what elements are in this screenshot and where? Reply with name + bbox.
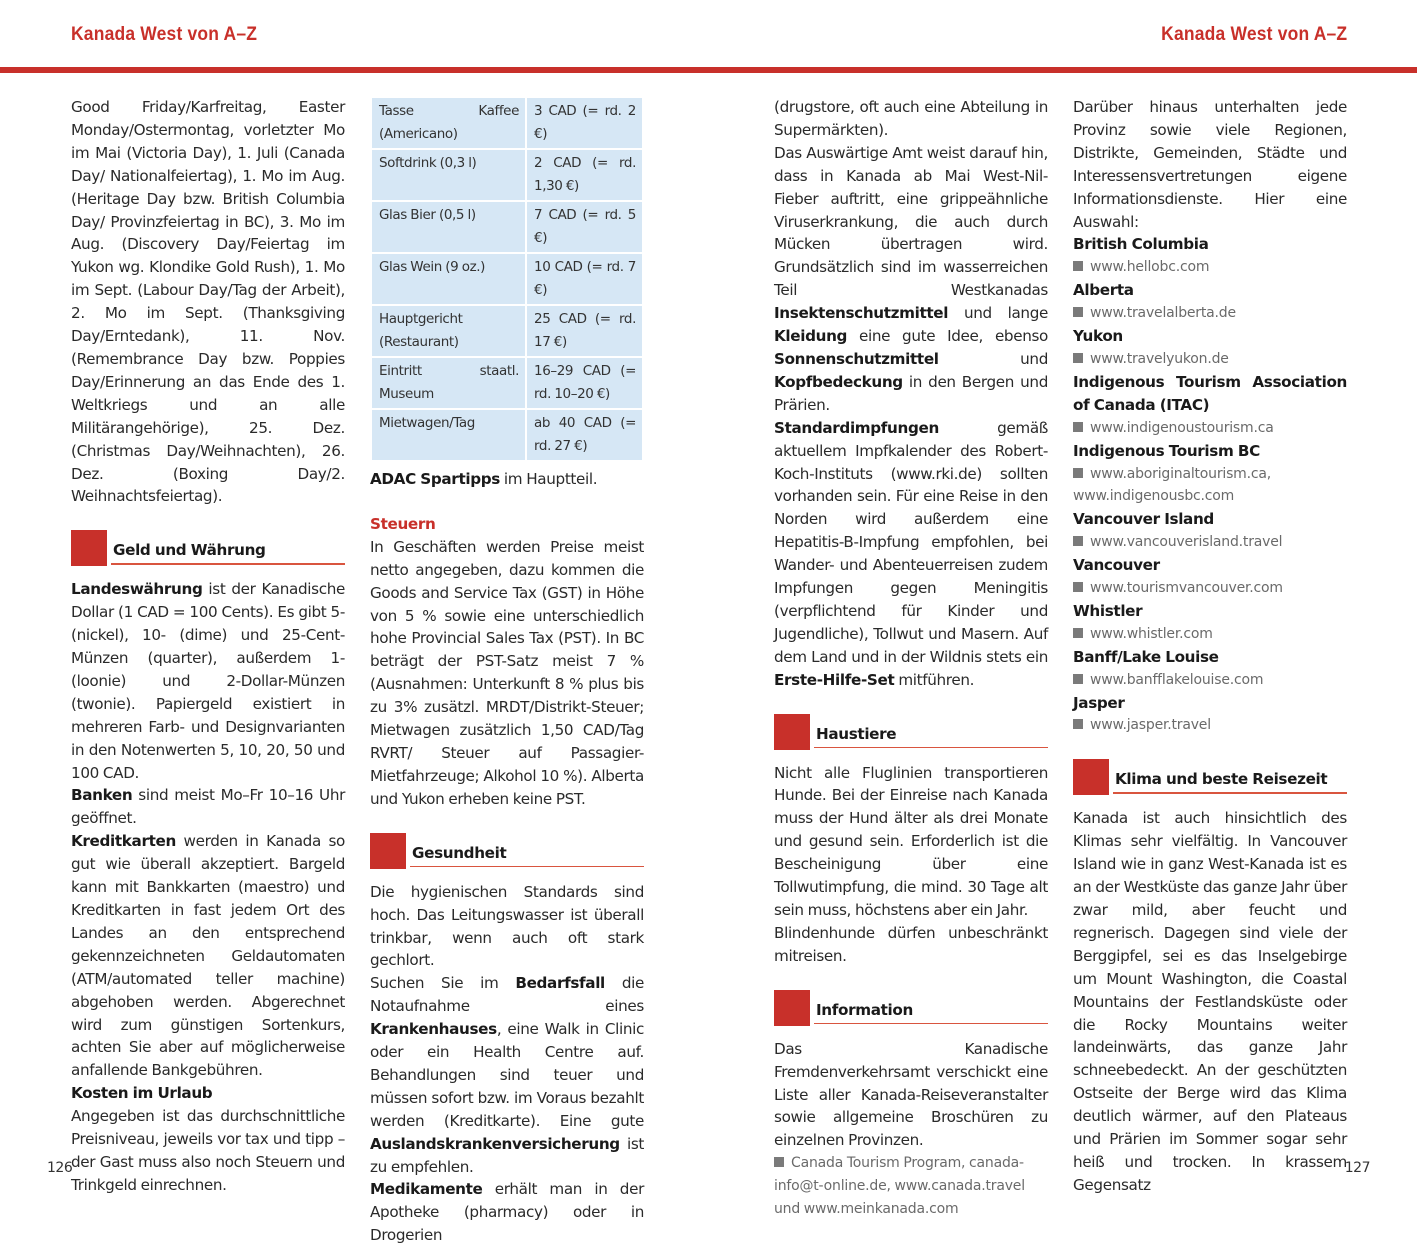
- url-text: www.whistler.com: [1090, 625, 1213, 642]
- contact-text: Canada Tourism Program, canada-info@t-online.de, www.canada.travel und www.meinkanada.com: [774, 1155, 1025, 1218]
- url-text: www.travelyukon.de: [1090, 350, 1229, 367]
- org-name: Jasper: [1073, 693, 1125, 712]
- table-cell-price: 16–29 CAD (= rd. 10–20 €): [526, 357, 643, 409]
- table-cell-price: 7 CAD (= rd. 5 €): [526, 201, 643, 253]
- bold-term: Bedarfsfall: [515, 974, 605, 993]
- org-list: [1073, 233, 1347, 737]
- org-url: [1073, 463, 1347, 509]
- square-bullet-icon: [1073, 422, 1083, 432]
- bold-term: Banken: [71, 786, 133, 805]
- org-url: [1073, 577, 1347, 600]
- table-row: [371, 97, 643, 149]
- section-heading-money: [71, 530, 345, 566]
- subheading-taxes: Steuern: [370, 514, 436, 533]
- text: erhält man in der Apotheke (pharmacy) oder in Drogerien: [370, 1180, 644, 1245]
- running-head-left: Kanada West von A–Z: [71, 24, 258, 45]
- paragraph-hygiene: Die hygienischen Standards sind hoch. Das Leitungswasser ist überall trinkbar, wenn auch oft stark gechlort.: [370, 882, 644, 970]
- section-marker-icon: [71, 530, 107, 566]
- section-marker-icon: [774, 990, 810, 1026]
- section-marker-icon: [1073, 759, 1109, 795]
- square-bullet-icon: [1073, 261, 1083, 271]
- section-underline: [1113, 792, 1347, 794]
- table-cell-item: Glas Wein (9 oz.): [371, 253, 526, 305]
- paragraph-banks: [71, 784, 345, 830]
- paragraph-climate: Kanada ist auch hinsichtlich des Klimas sehr vielfältig. In Vancouver Island wie in ganz West-Kanada ist es an der Westküste das ganze Jahr über zwar mild, aber feucht und regnerisch. Dagegen sind viele der Berggipfel, sei es das Inselgebirge um Mount Washington, die Coastal Mountains der Festlandsküste oder die Rocky Mountains weiter landeinwärts, das ganze Jahr schneebedeckt. An der geschützten Ostseite der Berge wird das Klima deutlich wärmer, auf den Plateaus und Prärien im Sommer sogar sehr heiß und trocken. In krassem Gegensatz: [1073, 809, 1347, 1194]
- square-bullet-icon: [774, 1157, 784, 1167]
- table-cell-price: 2 CAD (= rd. 1,30 €): [526, 149, 643, 201]
- section-title: Information: [816, 1000, 913, 1019]
- bold-term: Kleidung: [774, 327, 848, 346]
- price-table: [370, 96, 644, 462]
- org-url: [1073, 348, 1347, 371]
- column-3: [774, 96, 1048, 1221]
- text: mitführen.: [894, 670, 975, 689]
- url-text: www.banfflakelouise.com: [1090, 671, 1264, 688]
- table-cell-item: Mietwagen/Tag: [371, 409, 526, 461]
- running-head-right: Kanada West von A–Z: [1160, 24, 1347, 45]
- org-url: [1073, 531, 1347, 554]
- square-bullet-icon: [1073, 674, 1083, 684]
- section-heading-information: [774, 990, 1048, 1026]
- org-name: Indigenous Tourism Association of Canada (ITAC): [1073, 372, 1347, 414]
- square-bullet-icon: [1073, 536, 1083, 546]
- table-row: [371, 253, 643, 305]
- column-4: [1073, 96, 1347, 1197]
- bold-term: Kosten im Urlaub: [71, 1084, 213, 1103]
- section-underline: [814, 1023, 1048, 1025]
- paragraph-medicine: [370, 1178, 644, 1247]
- bold-term: Standardimpfungen: [774, 418, 939, 437]
- table-row: [371, 357, 643, 409]
- section-underline: [814, 747, 1048, 749]
- column-2: [370, 96, 644, 1247]
- text: ist der Kanadische Dollar (1 CAD = 100 Cents). Es gibt 5- (nickel), 10- (dime) und 25-Cent-Münzen (quarter), außerdem 1- (loonie) und 2-Dollar-Münzen (twonie). Papiergeld existiert in mehreren Farb- und Designvarianten in den Notenwerten 5, 10, 20, 50 und 100 CAD.: [71, 580, 345, 782]
- table-cell-item: Eintritt staatl. Museum: [371, 357, 526, 409]
- text: im Hauptteil.: [499, 470, 598, 488]
- section-title: Haustiere: [816, 724, 897, 743]
- section-heading-pets: [774, 714, 1048, 750]
- square-bullet-icon: [1073, 468, 1083, 478]
- table-cell-item: Hauptgericht (Restaurant): [371, 305, 526, 357]
- url-text: www.vancouverisland.travel: [1090, 534, 1283, 551]
- text: und lange: [948, 304, 1048, 323]
- bold-term: Insektenschutzmittel: [774, 304, 949, 323]
- table-cell-item: Glas Bier (0,5 l): [371, 201, 526, 253]
- text: gemäß aktuellem Impfkalender des Robert-Koch-Instituts (www.rki.de) sollten vorhanden sein. Für eine Reise in den Norden wird außerdem eine Hepatitis-B-Impfung empfohlen, bei Wander- und Abenteuerreisen zudem Impfungen gegen Meningitis (verpflichtend für Kinder und Jugendliche), Tollwut und Masern. Auf dem Land und in der Wildnis stets ein: [774, 418, 1048, 666]
- table-cell-price: 10 CAD (= rd. 7 €): [526, 253, 643, 305]
- url-text: www.jasper.travel: [1090, 717, 1211, 734]
- bold-term: Sonnenschutzmittel: [774, 349, 939, 368]
- bold-term: Kreditkarten: [71, 832, 176, 851]
- page-number-left: 126: [47, 1160, 73, 1176]
- square-bullet-icon: [1073, 628, 1083, 638]
- table-cell-price: ab 40 CAD (= rd. 27 €): [526, 409, 643, 461]
- paragraph-westnile: [774, 142, 1048, 417]
- table-cell-price: 25 CAD (= rd. 17 €): [526, 305, 643, 357]
- org-url: [1073, 714, 1347, 737]
- org-url: [1073, 256, 1347, 279]
- text: in den Bergen und Prärien.: [774, 372, 1048, 414]
- org-url: [1073, 669, 1347, 692]
- section-marker-icon: [774, 714, 810, 750]
- text: die Notaufnahme eines: [370, 974, 644, 1016]
- page-number-right: 127: [1344, 1160, 1370, 1176]
- table-row: [371, 409, 643, 461]
- paragraph-pets: Nicht alle Fluglinien transportieren Hunde. Bei der Einreise nach Kanada muss der Hund älter als drei Monate und gesund sein. Erforderlich ist die Bescheinigung über eine Tollwutimpfung, die mind. 30 Tage alt sein muss, höchstens aber ein Jahr.: [774, 763, 1048, 919]
- square-bullet-icon: [1073, 307, 1083, 317]
- table-cell-item: Tasse Kaffee (Americano): [371, 97, 526, 149]
- org-name: Whistler: [1073, 601, 1143, 620]
- url-text: www.indigenoustourism.ca: [1090, 419, 1274, 436]
- org-name: Alberta: [1073, 281, 1134, 300]
- section-underline: [111, 563, 345, 565]
- table-cell-item: Softdrink (0,3 l): [371, 149, 526, 201]
- paragraph-taxes: In Geschäften werden Preise meist netto angegeben, dazu kommen die Goods and Service Tax (GST) in Höhe von 5 % sowie eine unterschiedlich hohe Provincial Sales Tax (PST). In BC beträgt der PST-Satz meist 7 % (Ausnahmen: Unterkunft 8 % plus bis zu 3% zusätzl. MRDT/Distrikt-Steuer; Mietwagen zusätzlich 1,50 CAD/Tag RVRT/ Steuer auf Passagier-Mietfahrzeuge; Alkohol 10 %). Alberta und Yukon erheben keine PST.: [370, 537, 644, 808]
- org-name: Vancouver: [1073, 556, 1160, 575]
- contact-info: [774, 1152, 1048, 1221]
- paragraph-vaccinations: [774, 417, 1048, 692]
- paragraph-continued: (drugstore, oft auch eine Abteilung in Supermärkten).: [774, 98, 1048, 139]
- org-url: [1073, 417, 1347, 440]
- section-title: Gesundheit: [412, 843, 507, 862]
- section-title: Klima und beste Reisezeit: [1115, 770, 1328, 789]
- section-marker-icon: [370, 833, 406, 869]
- bold-term: Medikamente: [370, 1180, 483, 1199]
- paragraph-costs: Angegeben ist das durchschnittliche Preisniveau, jeweils vor tax und tipp – der Gast muss also noch Steuern und Trinkgeld einrechnen.: [71, 1107, 345, 1194]
- paragraph-emergency: [370, 972, 644, 1178]
- org-name: Yukon: [1073, 327, 1123, 346]
- bold-term: Landeswährung: [71, 580, 203, 599]
- holidays-text: Good Friday/Karfreitag, Easter Monday/Ostermontag, vorletzter Mo im Mai (Victoria Day), 1. Juli (Canada Day/ Nationalfeiertag), 1. Mo im Aug. (Heritage Day bzw. British Columbia Day/ Provinzfeiertag in BC), 3. Mo im Aug. (Discovery Day/Feiertag im Yukon wg. Klondike Gold Rush), 1. Mo im Sept. (Labour Day/Tag der Arbeit), 2. Mo im Sept. (Thanksgiving Day/Erntedank), 11. Nov. (Remembrance Day bzw. Poppies Day/Erinnerung an das Ende des 1. Weltkriegs und an alle Militärangehörige), 25. Dez. (Christmas Day/Weihnachten), 26. Dez. (Boxing Day/2. Weihnachtsfeiertag).: [71, 98, 345, 506]
- org-name: Vancouver Island: [1073, 510, 1214, 529]
- bold-term: Krankenhauses: [370, 1020, 497, 1039]
- text: und: [938, 349, 1048, 368]
- section-title: Geld und Währung: [113, 541, 266, 560]
- paragraph-guidedogs: Blindenhunde dürfen unbeschränkt mitreisen.: [774, 923, 1048, 965]
- url-text: www.hellobc.com: [1090, 259, 1210, 276]
- paragraph-currency: [71, 578, 345, 784]
- bold-term: Erste-Hilfe-Set: [774, 670, 895, 689]
- text: eine gute Idee, ebenso: [847, 327, 1048, 346]
- adac-note: [370, 468, 644, 491]
- header-rule: [0, 67, 1417, 73]
- column-1: [71, 96, 345, 1197]
- url-text: www.tourismvancouver.com: [1090, 580, 1283, 597]
- text: Das Auswärtige Amt weist darauf hin, dass in Kanada ab Mai West-Nil-Fieber auftritt, eine grippeähnliche Viruserkrankung, die auch durch Mücken übertragen wird. Grundsätzlich sind im wasserreichen Teil Westkanadas: [774, 143, 1048, 300]
- paragraph-intro: Darüber hinaus unterhalten jede Provinz sowie viele Regionen, Distrikte, Gemeinden, Städte und Interessensvertretungen eigene Informationsdienste. Hier eine Auswahl:: [1073, 98, 1347, 231]
- square-bullet-icon: [1073, 582, 1083, 592]
- table-cell-price: 3 CAD (= rd. 2 €): [526, 97, 643, 149]
- text: Suchen Sie im: [370, 974, 516, 993]
- text: , eine Walk in Clinic oder ein Health Centre auf. Behandlungen sind teuer und müssen sofort bzw. im Voraus bezahlt werden (Kreditkarte). Eine gute: [370, 1020, 644, 1130]
- table-row: [371, 201, 643, 253]
- text: werden in Kanada so gut wie überall akzeptiert. Bargeld kann mit Bankkarten (maestro) und Kreditkarten in fast jedem Ort des Landes an den entsprechend gekennzeichneten Geldautomaten (ATM/automated teller machine) abgehoben werden. Abgerechnet wird zum günstigen Sortenkurs, achten Sie aber auf möglicherweise anfallende Bankgebühren.: [71, 832, 345, 1080]
- text: ist zu empfehlen.: [370, 1134, 644, 1176]
- section-heading-climate: [1073, 759, 1347, 795]
- section-underline: [410, 866, 644, 868]
- subheading-costs: [71, 1082, 345, 1105]
- bold-term: ADAC Spartipps: [370, 470, 500, 488]
- square-bullet-icon: [1073, 353, 1083, 363]
- url-text: www.travelalberta.de: [1090, 305, 1236, 322]
- square-bullet-icon: [1073, 719, 1083, 729]
- bold-term: Kopfbedeckung: [774, 372, 903, 391]
- paragraph-creditcards: [71, 830, 345, 1082]
- org-url: [1073, 623, 1347, 646]
- bold-term: Auslandskrankenversicherung: [370, 1134, 620, 1153]
- org-url: [1073, 302, 1347, 325]
- url-text: www.aboriginaltourism.ca, www.indigenousbc.com: [1073, 465, 1271, 505]
- org-name: British Columbia: [1073, 235, 1209, 254]
- org-name: Indigenous Tourism BC: [1073, 441, 1260, 460]
- text: sind meist Mo–Fr 10–16 Uhr geöffnet.: [71, 786, 345, 828]
- table-row: [371, 305, 643, 357]
- table-row: [371, 149, 643, 201]
- paragraph-information: Das Kanadische Fremdenverkehrsamt verschickt eine Liste aller Kanada-Reiseveranstalter sowie allgemeine Broschüren zu einzelnen Provinzen.: [774, 1039, 1048, 1150]
- section-heading-health: [370, 833, 644, 869]
- org-name: Banff/Lake Louise: [1073, 647, 1219, 666]
